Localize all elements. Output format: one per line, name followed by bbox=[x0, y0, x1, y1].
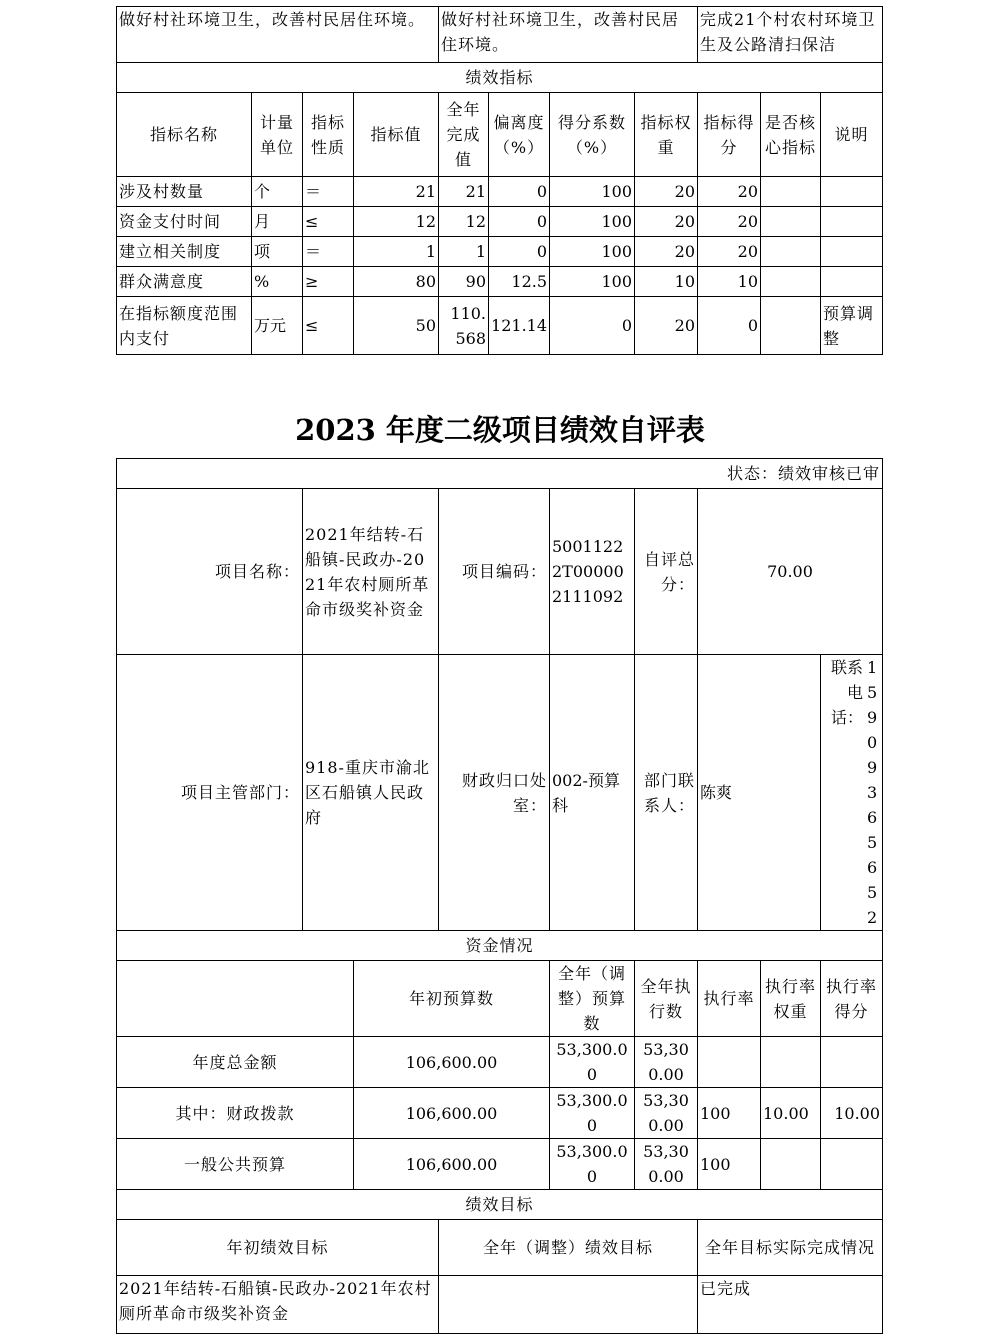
project-name-label: 项目名称： bbox=[117, 489, 303, 655]
row-coefficient: 0 bbox=[550, 297, 635, 355]
table-row bbox=[117, 207, 883, 237]
row-weight: 20 bbox=[635, 237, 698, 267]
row-core bbox=[761, 207, 821, 237]
row-target: 80 bbox=[354, 267, 439, 297]
row-name: 在指标额度范围内支付 bbox=[117, 297, 252, 355]
fund-header-blank bbox=[117, 961, 354, 1037]
header-target: 指标值 bbox=[354, 93, 439, 177]
self-score: 70.00 bbox=[698, 489, 883, 655]
fund-label: 其中：财政拨款 bbox=[117, 1088, 354, 1139]
row-weight: 20 bbox=[635, 177, 698, 207]
fund-weight bbox=[761, 1037, 821, 1088]
row-unit: % bbox=[252, 267, 303, 297]
row-coefficient: 100 bbox=[550, 177, 635, 207]
row-core bbox=[761, 177, 821, 207]
row-deviation: 0 bbox=[489, 207, 550, 237]
fund-initial: 106,600.00 bbox=[354, 1088, 550, 1139]
goal-row bbox=[117, 7, 883, 63]
fund-weight: 10.00 bbox=[761, 1088, 821, 1139]
fund-header-rate: 执行率 bbox=[698, 961, 761, 1037]
goal-header-initial: 年初绩效目标 bbox=[117, 1220, 439, 1276]
row-note bbox=[821, 237, 883, 267]
fund-header-executed: 全年执行数 bbox=[635, 961, 698, 1037]
goal-header-row bbox=[117, 1220, 883, 1276]
row-nature: ≤ bbox=[303, 297, 354, 355]
header-score: 指标得分 bbox=[698, 93, 761, 177]
header-done: 全年完成值 bbox=[439, 93, 489, 177]
fund-rate bbox=[698, 1037, 761, 1088]
row-coefficient: 100 bbox=[550, 267, 635, 297]
fund-row bbox=[117, 1139, 883, 1190]
fund-score bbox=[821, 1037, 883, 1088]
goal-header-actual: 全年目标实际完成情况 bbox=[698, 1220, 883, 1276]
fund-adjusted: 53,300.00 bbox=[550, 1088, 635, 1139]
fund-rate: 100 bbox=[698, 1088, 761, 1139]
row-weight: 10 bbox=[635, 267, 698, 297]
row-target: 1 bbox=[354, 237, 439, 267]
row-coefficient: 100 bbox=[550, 237, 635, 267]
row-note: 预算调整 bbox=[821, 297, 883, 355]
goal-actual: 完成21个村农村环境卫生及公路清扫保洁 bbox=[698, 7, 883, 63]
table-row bbox=[117, 177, 883, 207]
fund-rate: 100 bbox=[698, 1139, 761, 1190]
row-deviation: 0 bbox=[489, 237, 550, 267]
row-done: 1 bbox=[439, 237, 489, 267]
row-done: 21 bbox=[439, 177, 489, 207]
row-note bbox=[821, 207, 883, 237]
header-coefficient: 得分系数（%） bbox=[550, 93, 635, 177]
fund-label: 一般公共预算 bbox=[117, 1139, 354, 1190]
fund-header-row bbox=[117, 961, 883, 1037]
table-row bbox=[117, 237, 883, 267]
goal-content-initial: 2021年结转-石船镇-民政办-2021年农村厕所革命市级奖补资金 bbox=[117, 1276, 439, 1334]
fund-score bbox=[821, 1139, 883, 1190]
row-unit: 万元 bbox=[252, 297, 303, 355]
fund-initial: 106,600.00 bbox=[354, 1139, 550, 1190]
row-name: 建立相关制度 bbox=[117, 237, 252, 267]
fund-score: 10.00 bbox=[821, 1088, 883, 1139]
project-info-row bbox=[117, 489, 883, 655]
row-weight: 20 bbox=[635, 297, 698, 355]
row-core bbox=[761, 297, 821, 355]
goal-initial: 做好村社环境卫生，改善村民居住环境。 bbox=[117, 7, 439, 63]
fund-header-adjusted: 全年（调整）预算数 bbox=[550, 961, 635, 1037]
indicator-header-row bbox=[117, 93, 883, 177]
dept-label: 项目主管部门： bbox=[117, 655, 303, 931]
row-note bbox=[821, 177, 883, 207]
row-nature: ＝ bbox=[303, 177, 354, 207]
fund-weight bbox=[761, 1139, 821, 1190]
row-score: 10 bbox=[698, 267, 761, 297]
dept-value: 918-重庆市渝北区石船镇人民政府 bbox=[303, 655, 439, 931]
goal-adjusted: 做好村社环境卫生，改善村民居住环境。 bbox=[439, 7, 698, 63]
row-nature: ＝ bbox=[303, 237, 354, 267]
header-name: 指标名称 bbox=[117, 93, 252, 177]
row-unit: 项 bbox=[252, 237, 303, 267]
goal-content-actual: 已完成 bbox=[698, 1276, 883, 1334]
status-text: 状态：绩效审核已审 bbox=[117, 459, 883, 489]
header-weight: 指标权重 bbox=[635, 93, 698, 177]
contact-label: 部门联系人： bbox=[635, 655, 698, 931]
row-done: 12 bbox=[439, 207, 489, 237]
phone-value bbox=[821, 655, 883, 931]
finance-label: 财政归口处室： bbox=[439, 655, 550, 931]
project-code: 50011222T000002111092 bbox=[550, 489, 635, 655]
row-name: 资金支付时间 bbox=[117, 207, 252, 237]
row-unit: 个 bbox=[252, 177, 303, 207]
fund-header-initial: 年初预算数 bbox=[354, 961, 550, 1037]
fund-header-weight: 执行率权重 bbox=[761, 961, 821, 1037]
indicators-table bbox=[116, 6, 883, 355]
goal-content-row bbox=[117, 1276, 883, 1334]
fund-executed: 53,300.00 bbox=[635, 1037, 698, 1088]
row-deviation: 12.5 bbox=[489, 267, 550, 297]
row-score: 20 bbox=[698, 237, 761, 267]
row-done: 110.568 bbox=[439, 297, 489, 355]
phone-number: 15909365652 bbox=[867, 658, 878, 927]
contact-value: 陈爽 bbox=[698, 655, 821, 931]
row-deviation: 121.14 bbox=[489, 297, 550, 355]
row-name: 群众满意度 bbox=[117, 267, 252, 297]
header-unit: 计量单位 bbox=[252, 93, 303, 177]
row-target: 21 bbox=[354, 177, 439, 207]
project-name: 2021年结转-石船镇-民政办-2021年农村厕所革命市级奖补资金 bbox=[303, 489, 439, 655]
section-funds: 资金情况 bbox=[117, 931, 883, 961]
section-indicators: 绩效指标 bbox=[117, 63, 883, 93]
header-nature: 指标性质 bbox=[303, 93, 354, 177]
row-score: 20 bbox=[698, 207, 761, 237]
row-nature: ≤ bbox=[303, 207, 354, 237]
row-note bbox=[821, 267, 883, 297]
self-evaluation-table bbox=[116, 458, 883, 1334]
row-unit: 月 bbox=[252, 207, 303, 237]
row-deviation: 0 bbox=[489, 177, 550, 207]
self-score-label: 自评总分： bbox=[635, 489, 698, 655]
fund-executed: 53,300.00 bbox=[635, 1139, 698, 1190]
fund-row bbox=[117, 1037, 883, 1088]
fund-row bbox=[117, 1088, 883, 1139]
fund-header-score: 执行率得分 bbox=[821, 961, 883, 1037]
row-core bbox=[761, 237, 821, 267]
fund-initial: 106,600.00 bbox=[354, 1037, 550, 1088]
goal-content-adjusted bbox=[439, 1276, 698, 1334]
header-core: 是否核心指标 bbox=[761, 93, 821, 177]
row-weight: 20 bbox=[635, 207, 698, 237]
page-title: 2023 年度二级项目绩效自评表 bbox=[295, 413, 705, 447]
table-row bbox=[117, 297, 883, 355]
fund-label: 年度总金额 bbox=[117, 1037, 354, 1088]
header-note: 说明 bbox=[821, 93, 883, 177]
goal-header-adjusted: 全年（调整）绩效目标 bbox=[439, 1220, 698, 1276]
row-core bbox=[761, 267, 821, 297]
row-score: 0 bbox=[698, 297, 761, 355]
phone-label: 联系电话： bbox=[830, 658, 863, 727]
section-goals: 绩效目标 bbox=[117, 1190, 883, 1220]
row-target: 50 bbox=[354, 297, 439, 355]
row-name: 涉及村数量 bbox=[117, 177, 252, 207]
row-done: 90 bbox=[439, 267, 489, 297]
project-code-label: 项目编码： bbox=[439, 489, 550, 655]
fund-adjusted: 53,300.00 bbox=[550, 1139, 635, 1190]
department-row bbox=[117, 655, 883, 931]
row-target: 12 bbox=[354, 207, 439, 237]
fund-executed: 53,300.00 bbox=[635, 1088, 698, 1139]
finance-value: 002-预算科 bbox=[550, 655, 635, 931]
table-row bbox=[117, 267, 883, 297]
header-deviation: 偏离度（%） bbox=[489, 93, 550, 177]
row-nature: ≥ bbox=[303, 267, 354, 297]
row-coefficient: 100 bbox=[550, 207, 635, 237]
fund-adjusted: 53,300.00 bbox=[550, 1037, 635, 1088]
row-score: 20 bbox=[698, 177, 761, 207]
